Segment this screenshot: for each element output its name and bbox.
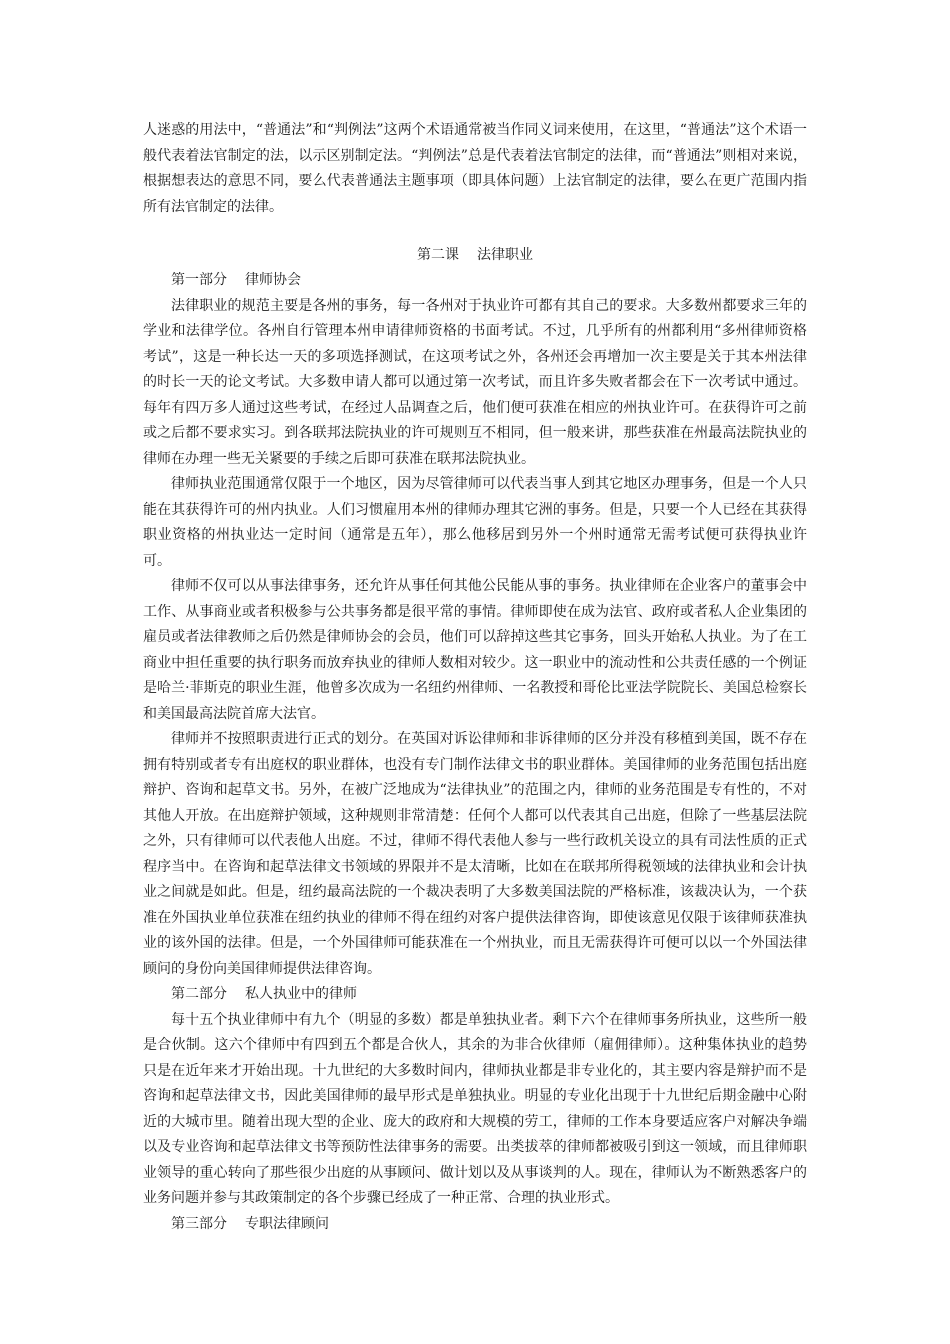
intro-section — [143, 118, 807, 220]
part3-title: 专职法律顾问 — [245, 1215, 329, 1232]
part2-title: 私人执业中的律师 — [245, 986, 357, 1002]
part1-paragraph-3: 律师不仅可以从事法律事务，还允许从事任何其他公民能从事的事务。执业律师在企业客户的董事会中工作、从事商业或者积极参与公共事务都是很平常的事情。律师即使在成为法官、政府或者私人企业集团的雇员或者法律教师之后仍然是律师协会的会员，他们可以辞掉这些其它事务，回头开始私人执业。为了在工商业中担任重要的执行职务而放弃执业的律师人数相对较少。这一职业中的流动性和公共责任感的一个例证是哈兰·菲斯克的职业生涯，他曾多次成为一名纽约州律师、一名教授和哥伦比亚法学院院长、美国总检察长和美国最高法院首席大法官。 — [143, 578, 807, 722]
part1-heading — [143, 268, 807, 294]
part2-heading — [143, 982, 807, 1008]
part3-number: 第三部分 — [171, 1215, 227, 1232]
part1-paragraph-4: 律师并不按照职责进行正式的划分。在英国对诉讼律师和非诉律师的区分并没有移植到美国，既不存在拥有特别或者专有出庭权的职业群体，也没有专门制作法律文书的职业群体。美国律师的业务范围包括出庭辩护、咨询和起草文书。另外，在被广泛地成为“法律执业”的范围之内，律师的业务范围是专有性的，不对其他人开放。在出庭辩护领域，这种规则非常清楚：任何个人都可以代表其自己出庭，但除了一些基层法院之外，只有律师可以代表他人出庭。不过，律师不得代表他人参与一些行政机关设立的具有司法性质的正式程序当中。在咨询和起草法律文书领域的界限并不是太清晰，比如在在联邦所得税领域的法律执业和会计执业之间就是如此。但是，纽约最高法院的一个裁决表明了大多数美国法院的严格标准，该裁决认为，一个获准在外国执业单位获准在纽约执业的律师不得在纽约对客户提供法律咨询，即使该意见仅限于该律师获准执业的该外国的法律。但是，一个外国律师可能获准在一个州执业，而且无需获得许可便可以以一个外国法律顾问的身份向美国律师提供法律咨询。 — [143, 731, 807, 977]
lesson-title: 法律职业 — [477, 247, 533, 263]
body-section — [143, 268, 807, 1237]
part1-paragraph-2: 律师执业范围通常仅限于一个地区，因为尽管律师可以代表当事人到其它地区办理事务，但是一个人只能在其获得许可的州内执业。人们习惯雇用本州的律师办理其它洲的事务。但是，只要一个人已经在其获得职业资格的州执业达一定时间（通常是五年），那么他移居到另外一个州时通常无需考试便可获得执业许可。 — [143, 476, 807, 569]
intro-paragraph: 人迷惑的用法中，“普通法”和“判例法”这两个术语通常被当作同义词来使用，在这里，“普通法”这个术语一般代表着法官制定的法，以示区别制定法。“判例法”总是代表着法官制定的法律，而“普通法”则相对来说，根据想表达的意思不同，要么代表普通法主题事项（即具体问题）上法官制定的法律，要么在更广范围内指所有法官制定的法律。 — [143, 122, 807, 215]
lesson-heading — [143, 244, 807, 266]
part1-paragraph-1: 法律职业的规范主要是各州的事务，每一各州对于执业许可都有其自己的要求。大多数州都要求三年的学业和法律学位。各州自行管理本州申请律师资格的书面考试。不过，几乎所有的州都利用“多州律师资格考试”，这是一种长达一天的多项选择测试，在这项考试之外，各州还会再增加一次主要是关于其本州法律的时长一天的论文考试。大多数申请人都可以通过第一次考试，而且许多失败者都会在下一次考试中通过。每年有四万多人通过这些考试，在经过人品调查之后，他们便可获准在相应的州执业许可。在获得许可之前或之后都不要求实习。到各联邦法院执业的许可规则互不相同，但一般来讲，那些获准在州最高法院执业的律师在办理一些无关紧要的手续之后即可获准在联邦法院执业。 — [143, 297, 807, 467]
part2-paragraph-1: 每十五个执业律师中有九个（明显的多数）都是单独执业者。剩下六个在律师事务所执业，这些所一般是合伙制。这六个律师中有四到五个都是合伙人，其余的为非合伙律师（雇佣律师）。这种集体执业的趋势只是在近年来才开始出现。十九世纪的大多数时间内，律师执业都是非专业化的，其主要内容是辩护而不是咨询和起草法律文书，因此美国律师的最早形式是单独执业。明显的专业化出现于十九世纪后期金融中心附近的大城市里。随着出现大型的企业、庞大的政府和大规模的劳工，律师的工作本身要适应客户对解决争端以及专业咨询和起草法律文书等预防性法律事务的需要。出类拔萃的律师都被吸引到这一领域，而且律师职业领导的重心转向了那些很少出庭的从事顾问、做计划以及从事谈判的人。现在，律师认为不断熟悉客户的业务问题并参与其政策制定的各个步骤已经成了一种正常、合理的执业形式。 — [143, 1011, 807, 1206]
part2-number: 第二部分 — [171, 986, 227, 1002]
part1-number: 第一部分 — [171, 272, 227, 288]
part3-heading — [143, 1212, 807, 1238]
lesson-number: 第二课 — [417, 247, 459, 263]
part1-title: 律师协会 — [245, 272, 301, 288]
